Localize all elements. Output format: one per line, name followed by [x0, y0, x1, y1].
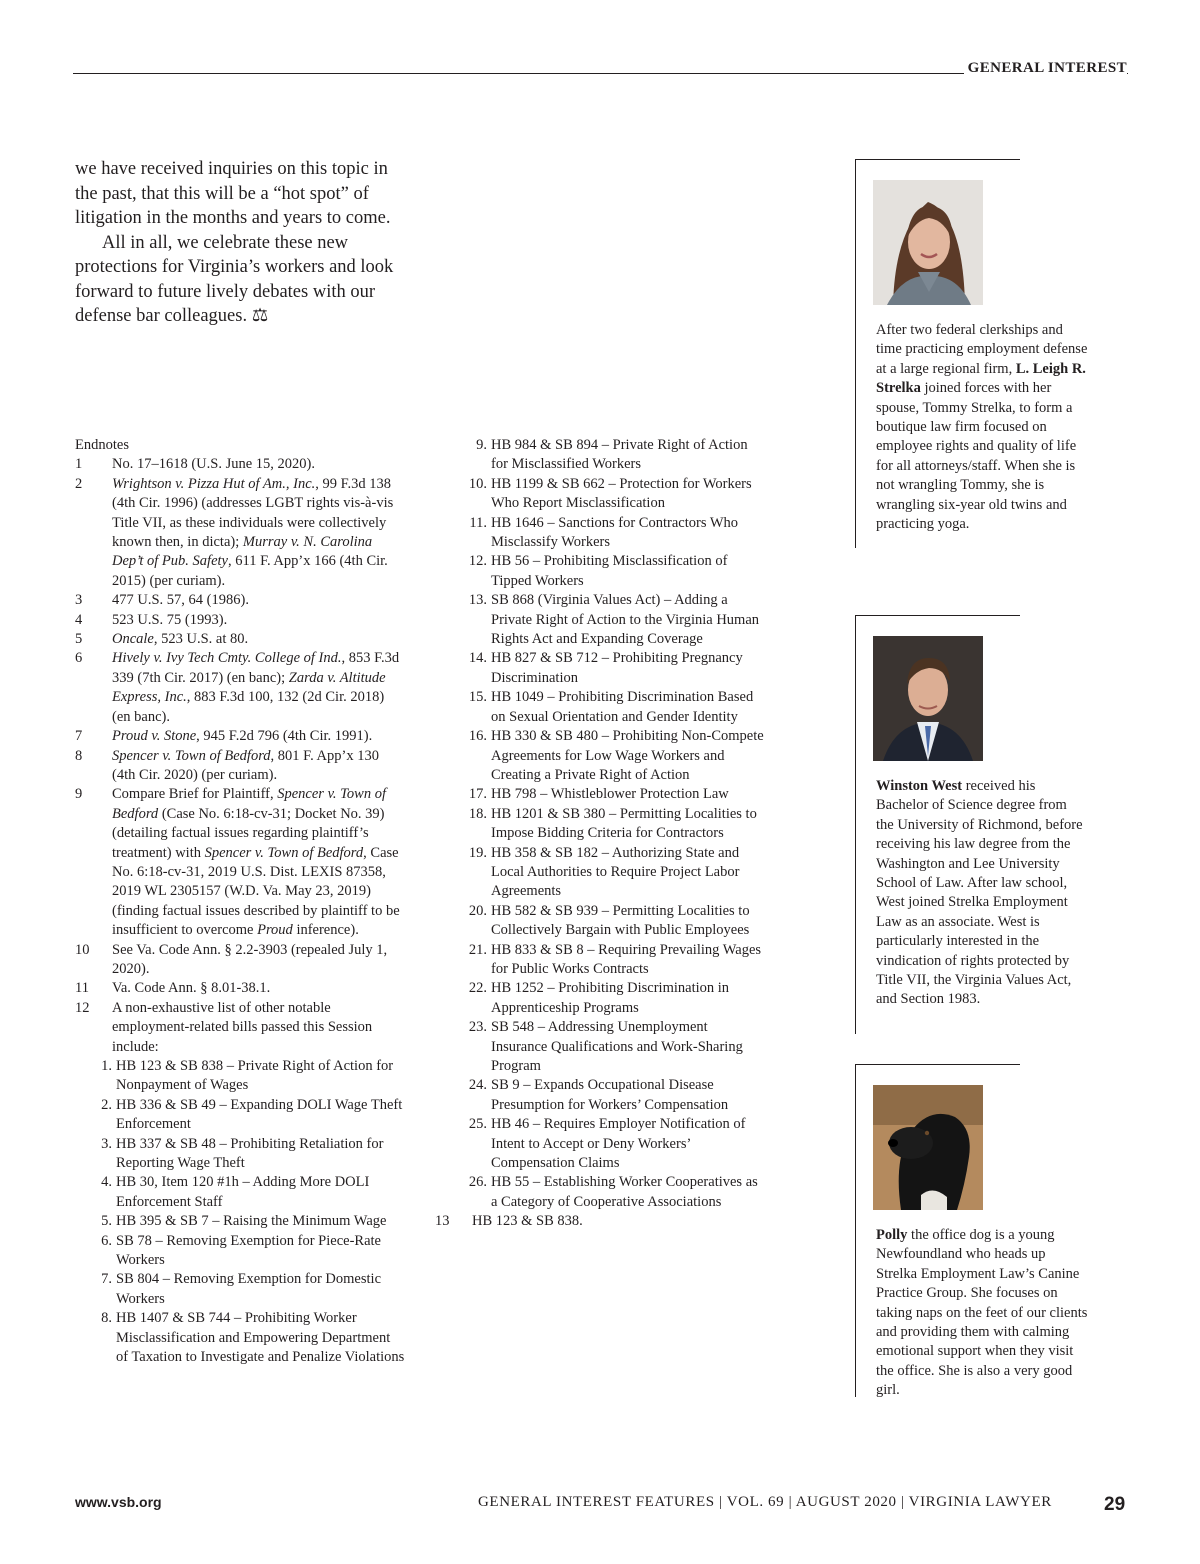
- bill-item: [468, 1076, 765, 1115]
- bio-text: [876, 1226, 1088, 1401]
- author-bio-strelka: [855, 159, 1095, 559]
- bill-number: 10.: [468, 475, 487, 492]
- endnotes-column-2: [435, 436, 765, 1232]
- endnote-text: Spencer v. Town of Bedford, 801 F. App’x 130 (4th Cir. 2020) (per curiam).: [112, 747, 379, 783]
- bill-item: [468, 844, 765, 902]
- endnote-text: 523 U.S. 75 (1993).: [112, 611, 228, 628]
- bill-text: HB 1407 & SB 744 – Prohibiting Worker Misclassification and Empowering Department of Taxation to Investigate and Penalize Violations: [116, 1310, 405, 1366]
- footer-website: www.vsb.org: [75, 1494, 162, 1510]
- author-photo-west: [873, 636, 983, 761]
- endnote-number: 8: [75, 747, 83, 764]
- bill-number: 20.: [468, 902, 487, 919]
- bill-number: 14.: [468, 650, 487, 667]
- bill-item: [468, 727, 765, 785]
- bill-item: [93, 1057, 405, 1096]
- body-paragraph: All in all, we celebrate these new protections for Virginia’s workers and look forward to future lively debates with our defense bar colleagues. ⚖: [75, 232, 394, 326]
- endnote-text: Va. Code Ann. § 8.01-38.1.: [112, 980, 271, 997]
- bill-item: [468, 941, 765, 980]
- body-paragraph: we have received inquiries on this topic in the past, that this will be a “hot spot” of litigation in the months and years to come.: [75, 159, 391, 228]
- endnote-item: [75, 649, 405, 727]
- endnote-item: [75, 475, 405, 591]
- bill-number: 12.: [468, 553, 487, 570]
- bill-number: 25.: [468, 1116, 487, 1133]
- bill-text: HB 1252 – Prohibiting Discrimination in Apprenticeship Programs: [491, 980, 730, 1016]
- bill-number: 19.: [468, 844, 487, 861]
- bill-item: [468, 591, 765, 649]
- bill-number: 4.: [101, 1174, 112, 1191]
- bill-item: [468, 785, 765, 804]
- bill-number: 5.: [101, 1213, 112, 1230]
- bill-text: HB 30, Item 120 #1h – Adding More DOLI Enforcement Staff: [116, 1174, 370, 1210]
- bio-text-post: the office dog is a young Newfoundland who heads up Strelka Employment Law’s Canine Practice Group. She focuses on taking naps on the feet of our clients and providing them with calming emotional support when they visit the office. She is also a very good girl.: [876, 1227, 1088, 1399]
- bill-item: [468, 1115, 765, 1173]
- bills-list-2: [435, 436, 765, 1212]
- bill-text: HB 395 & SB 7 – Raising the Minimum Wage: [116, 1213, 387, 1230]
- bill-number: 16.: [468, 728, 487, 745]
- bill-number: 22.: [468, 980, 487, 997]
- bill-text: HB 1199 & SB 662 – Protection for Workers Who Report Misclassification: [491, 475, 752, 512]
- footer-publication: GENERAL INTEREST FEATURES | VOL. 69 | AUGUST 2020 | VIRGINIA LAWYER: [478, 1494, 1052, 1510]
- endnotes-column-1: [75, 436, 405, 1368]
- bio-text: [876, 777, 1088, 1010]
- author-photo-strelka: [873, 180, 983, 305]
- endnote-item: [75, 455, 405, 474]
- bill-text: HB 336 & SB 49 – Expanding DOLI Wage Theft Enforcement: [116, 1096, 403, 1133]
- bill-item: [476, 436, 765, 475]
- bill-text: HB 833 & SB 8 – Requiring Prevailing Wages for Public Works Contracts: [491, 941, 762, 977]
- bill-number: 24.: [468, 1077, 487, 1094]
- bill-item: [468, 902, 765, 941]
- endnote-text: HB 123 & SB 838.: [472, 1213, 583, 1230]
- bill-text: HB 827 & SB 712 – Prohibiting Pregnancy Discrimination: [491, 650, 743, 686]
- endnote-text: A non-exhaustive list of other notable employment-related bills passed this Session include:: [112, 999, 373, 1055]
- author-bio-west: [855, 615, 1095, 1035]
- endnote-number: 3: [75, 592, 83, 609]
- bill-item: [468, 649, 765, 688]
- endnote-text: Wrightson v. Pizza Hut of Am., Inc., 99 F.3d 138 (4th Cir. 1996) (addresses LGBT rights vis-à-vis Title VII, as these individuals were collectively known then, in dicta); Murray v. N. Carolina Dep’t of Pub. Safety, 611 F. App’x 166 (4th Cir. 2015) (per curiam).: [112, 475, 394, 589]
- bill-text: HB 1201 & SB 380 – Permitting Localities to Impose Bidding Criteria for Contractors: [491, 805, 757, 842]
- bill-item: [468, 475, 765, 514]
- bio-text-post: joined forces with her spouse, Tommy Strelka, to form a boutique law firm focused on employee rights and quality of life for all attorneys/staff. When she is not wrangling Tommy, she is wrangling six-year old twins and practicing yoga.: [876, 380, 1077, 533]
- endnote-item: [75, 747, 405, 786]
- bill-number: 18.: [468, 805, 487, 822]
- bill-number: 3.: [101, 1135, 112, 1152]
- endnotes-title: Endnotes: [75, 437, 129, 453]
- endnote-number: 10: [75, 941, 90, 958]
- endnote-text: 477 U.S. 57, 64 (1986).: [112, 592, 249, 609]
- bio-name: L. Leigh R. Strelka: [876, 360, 1086, 397]
- endnote-text: Proud v. Stone, 945 F.2d 796 (4th Cir. 1991).: [112, 728, 373, 745]
- bill-text: HB 55 – Establishing Worker Cooperatives as a Category of Cooperative Associations: [491, 1174, 758, 1210]
- endnote-text: Oncale, 523 U.S. at 80.: [112, 631, 249, 648]
- bill-number: 26.: [468, 1174, 487, 1191]
- bio-text-post: received his Bachelor of Science degree from the University of Richmond, before receiving his law degree from the Washington and Lee University School of Law. After law school, West joined Strelka Employment Law as an associate. West is particularly interested in the vindication of rights protected by Title VII, the Virginia Values Act, and Section 1983.: [876, 778, 1083, 1008]
- bill-number: 9.: [476, 437, 487, 453]
- bill-item: [468, 1018, 765, 1076]
- endnote-item: [75, 611, 405, 630]
- endnote-item: [75, 591, 405, 610]
- bill-text: SB 78 – Removing Exemption for Piece-Rate Workers: [116, 1232, 381, 1269]
- bill-text: HB 56 – Prohibiting Misclassification of Tipped Workers: [491, 553, 728, 589]
- bill-text: HB 798 – Whistleblower Protection Law: [491, 786, 729, 803]
- bill-number: 1.: [101, 1058, 112, 1074]
- bill-text: HB 984 & SB 894 – Private Right of Action for Misclassified Workers: [491, 437, 748, 473]
- bill-text: HB 1646 – Sanctions for Contractors Who Misclassify Workers: [491, 514, 739, 551]
- bill-item: [93, 1173, 405, 1212]
- bill-number: 8.: [101, 1310, 112, 1327]
- bill-item: [93, 1212, 405, 1231]
- endnote-item: [75, 785, 405, 940]
- bill-number: 15.: [468, 689, 487, 706]
- endnote-item: [75, 979, 405, 998]
- endnote-number: 9: [75, 786, 83, 803]
- endnote-number: 2: [75, 475, 83, 492]
- article-body: [75, 157, 405, 329]
- endnote-number: 1: [75, 456, 83, 473]
- section-label: GENERAL INTEREST: [964, 60, 1127, 77]
- bill-item: [468, 688, 765, 727]
- bill-item: [468, 552, 765, 591]
- bill-number: 7.: [101, 1271, 112, 1288]
- bill-text: HB 1049 – Prohibiting Discrimination Based on Sexual Orientation and Gender Identity: [491, 689, 754, 725]
- bill-item: [468, 1173, 765, 1212]
- bill-text: HB 358 & SB 182 – Authorizing State and Local Authorities to Require Project Labor Agreements: [491, 844, 740, 900]
- bill-number: 6.: [101, 1232, 112, 1249]
- bill-number: 21.: [468, 941, 487, 958]
- endnote-item: [75, 999, 405, 1057]
- endnote-text: Hively v. Ivy Tech Cmty. College of Ind., 853 F.3d 339 (7th Cir. 2017) (en banc); Zarda v. Altitude Express, Inc., 883 F.3d 100, 132 (2d Cir. 2018) (en banc).: [112, 650, 400, 725]
- bill-number: 23.: [468, 1019, 487, 1036]
- page-number: 29: [1104, 1494, 1126, 1515]
- bill-text: HB 123 & SB 838 – Private Right of Action for Nonpayment of Wages: [116, 1058, 394, 1094]
- bio-text: [876, 321, 1088, 534]
- endnote-item: [435, 1212, 765, 1231]
- bill-text: SB 804 – Removing Exemption for Domestic Workers: [116, 1271, 382, 1307]
- bill-text: SB 9 – Expands Occupational Disease Presumption for Workers’ Compensation: [491, 1077, 729, 1113]
- dog-photo-polly: [873, 1085, 983, 1210]
- endnote-number: 6: [75, 650, 83, 667]
- bio-text-pre: After two federal clerkships and time practicing employment defense at a large regional firm,: [876, 322, 1088, 377]
- endnote-text: No. 17–1618 (U.S. June 15, 2020).: [112, 456, 315, 473]
- endnote-text: See Va. Code Ann. § 2.2-3903 (repealed July 1, 2020).: [112, 941, 388, 977]
- bill-text: HB 46 – Requires Employer Notification of Intent to Accept or Deny Workers’ Compensation Claims: [491, 1116, 746, 1172]
- bill-item: [469, 514, 765, 553]
- bill-number: 2.: [101, 1096, 112, 1113]
- endnote-item: [75, 630, 405, 649]
- bill-item: [93, 1096, 405, 1135]
- endnote-number: 12: [75, 999, 90, 1016]
- bill-item: [468, 805, 765, 844]
- bill-number: 17.: [468, 786, 487, 803]
- endnote-number: 4: [75, 611, 83, 628]
- bill-number: 11.: [469, 514, 487, 531]
- bill-item: [93, 1309, 405, 1367]
- endnote-number: 13: [435, 1213, 450, 1230]
- endnote-number: 7: [75, 728, 83, 745]
- bill-text: HB 330 & SB 480 – Prohibiting Non-Compete Agreements for Low Wage Workers and Creating a Private Right of Action: [491, 728, 764, 783]
- bill-item: [93, 1270, 405, 1309]
- bill-item: [93, 1135, 405, 1174]
- endnote-number: 11: [75, 980, 89, 997]
- bill-text: SB 548 – Addressing Unemployment Insurance Qualifications and Work-Sharing Program: [491, 1019, 743, 1074]
- endnote-item: [75, 941, 405, 980]
- bills-list-1: [75, 1057, 405, 1368]
- author-bio-polly: [855, 1064, 1095, 1414]
- bio-name: Winston West: [876, 778, 963, 794]
- bill-number: 13.: [468, 592, 487, 609]
- bill-text: HB 582 & SB 939 – Permitting Localities to Collectively Bargain with Public Employees: [491, 902, 750, 939]
- bill-item: [468, 979, 765, 1018]
- endnotes-list: [75, 455, 405, 1057]
- bill-text: SB 868 (Virginia Values Act) – Adding a Private Right of Action to the Virginia Human Rights Act and Expanding Coverage: [491, 592, 760, 648]
- bio-name: Polly: [876, 1227, 908, 1243]
- endnote-item: [75, 727, 405, 746]
- endnote-number: 5: [75, 631, 83, 648]
- endnote-text: Compare Brief for Plaintiff, Spencer v. Town of Bedford (Case No. 6:18-cv-31; Docket No. 39) (detailing factual issues regarding plaintiff’s treatment) with Spencer v. Town of Bedford, Case No. 6:18-cv-31, 2019 U.S. Dist. LEXIS 87358, 2019 WL 2305157 (W.D. Va. May 23, 2019) (finding factual issues described by plaintiff to be insufficient to overcome Proud inference).: [112, 786, 400, 939]
- bill-item: [93, 1232, 405, 1271]
- bill-text: HB 337 & SB 48 – Prohibiting Retaliation for Reporting Wage Theft: [116, 1135, 384, 1172]
